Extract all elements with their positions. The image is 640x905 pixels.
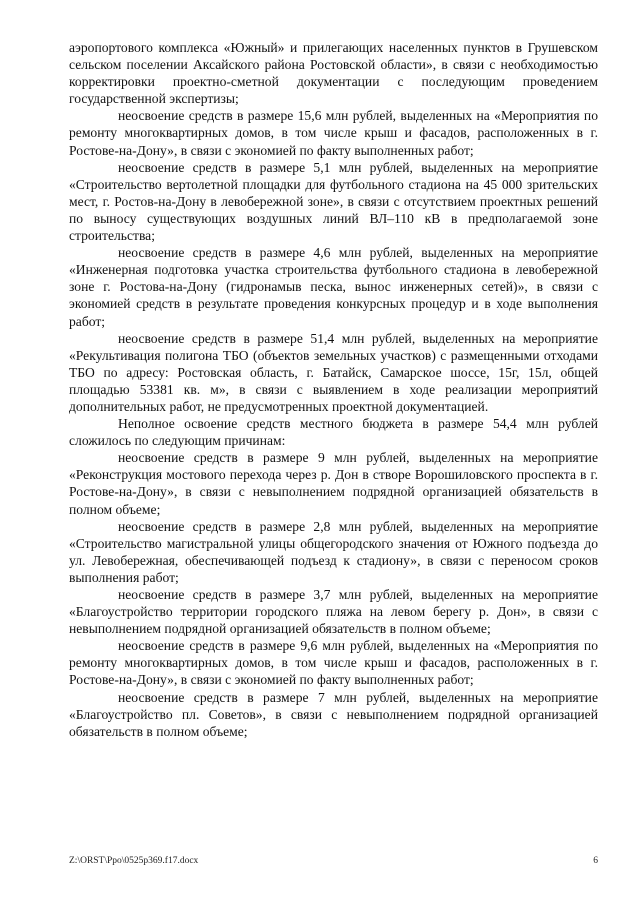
paragraph: неосвоение средств в размере 15,6 млн рублей, выделенных на «Мероприятия по ремонту многоквартирных домов, в том числе крыш и фасадов, расположенных в г. Ростове-на-Дону», в связи с экономией по факту выполненных работ; [69,108,598,158]
footer-file-path: Z:\ORST\Ppo\0525p369.f17.docx [69,856,199,866]
paragraph: неосвоение средств в размере 7 млн рублей, выделенных на мероприятие «Благоустройство пл. Советов», в связи с невыполнением подрядной организацией обязательств в полном объеме; [69,689,598,739]
paragraph: неосвоение средств в размере 9 млн рублей, выделенных на мероприятие «Реконструкция мостового перехода через р. Дон в створе Ворошиловского проспекта в г. Ростове-на-Дону», в связи с невыполнением подрядной организацией обязательств в полном объеме; [69,450,598,517]
paragraph: неосвоение средств в размере 51,4 млн рублей, выделенных на мероприятие «Рекультивация полигона ТБО (объектов земельных участков) с размещенными отходами ТБО по адресу: Ростовская область, г. Батайск, Самарское шоссе, 15г, 15л, общей площадью 53381 кв. м», в связи с выявлением в ходе реализации мероприятий дополнительных работ, не предусмотренных проектной документацией. [69,330,598,414]
paragraph: неосвоение средств в размере 2,8 млн рублей, выделенных на мероприятие «Строительство магистральной улицы общегородского значения от Южного подъезда до ул. Левобережная, обеспечивающей подъезд к стадиону», в связи с переносом сроков выполнения работ; [69,518,598,585]
paragraph: неосвоение средств в размере 3,7 млн рублей, выделенных на мероприятие «Благоустройство территории городского пляжа на левом берегу р. Дон», в связи с невыполнением подрядной организацией обязательств в полном объеме; [69,587,598,637]
page-number: 6 [593,856,598,866]
paragraph: неосвоение средств в размере 9,6 млн рублей, выделенных на «Мероприятия по ремонту многоквартирных домов, в том числе крыш и фасадов, расположенных в г. Ростове-на-Дону», в связи с экономией по факту выполненных работ; [69,638,598,688]
document-body [69,39,598,740]
paragraph: неосвоение средств в размере 4,6 млн рублей, выделенных на мероприятие «Инженерная подготовка участка строительства футбольного стадиона в левобережной зоне г. Ростова-на-Дону (гидронамыв песка, вынос инженерных сетей)», в связи с экономией средств в результате проведения конкурсных процедур и в ходе выполнения работ; [69,245,598,329]
paragraph: аэропортового комплекса «Южный» и прилегающих населенных пунктов в Грушевском сельском поселении Аксайского района Ростовской области», в связи с необходимостью корректировки проектно-сметной документации с последующим проведением государственной экспертизы; [69,40,598,107]
paragraph: Неполное освоение средств местного бюджета в размере 54,4 млн рублей сложилось по следующим причинам: [69,416,598,449]
paragraph: неосвоение средств в размере 5,1 млн рублей, выделенных на мероприятие «Строительство вертолетной площадки для футбольного стадиона на 45 000 зрительских мест, г. Ростов-на-Дону в левобережной зоне», в связи с отсутствием проектных решений по выносу существующих воздушных линий ВЛ–110 кВ в предполагаемой зоне строительства; [69,159,598,244]
